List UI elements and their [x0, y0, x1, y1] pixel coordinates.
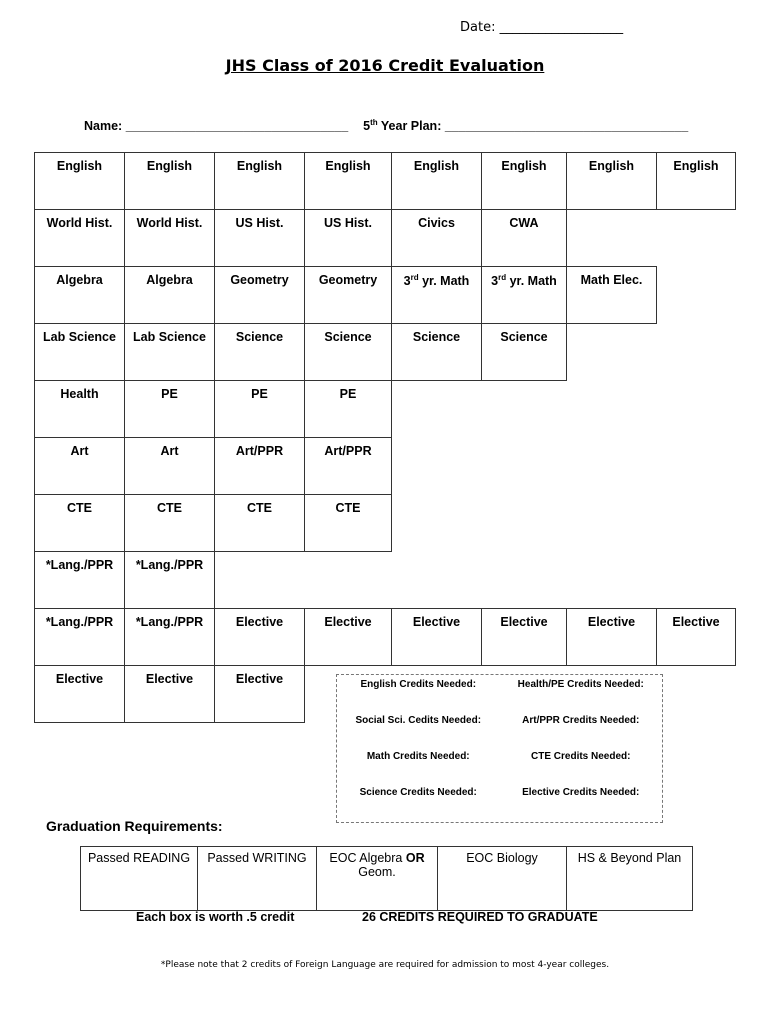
course-box[interactable]: *Lang./PPR — [124, 608, 215, 666]
course-box[interactable]: Science — [391, 323, 482, 381]
course-box[interactable]: Elective — [391, 608, 482, 666]
course-box[interactable]: PE — [124, 380, 215, 438]
course-box[interactable]: English — [304, 152, 392, 210]
total-credits-note: 26 CREDITS REQUIRED TO GRADUATE — [362, 910, 598, 924]
name-plan-row — [84, 118, 688, 133]
credits-needed-label: Social Sci. Cedits Needed: — [355, 715, 482, 726]
course-box[interactable]: World Hist. — [124, 209, 215, 267]
course-box[interactable]: Art — [124, 437, 215, 495]
course-box[interactable]: English — [34, 152, 125, 210]
course-box[interactable]: Geometry — [214, 266, 305, 324]
course-box[interactable]: Elective — [34, 665, 125, 723]
course-box[interactable]: Elective — [304, 608, 392, 666]
credits-needed-label: Health/PE Credits Needed: — [517, 679, 644, 690]
graduation-heading: Graduation Requirements: — [46, 818, 223, 834]
course-box[interactable]: Art/PPR — [304, 437, 392, 495]
course-box[interactable]: CTE — [34, 494, 125, 552]
course-box[interactable]: PE — [304, 380, 392, 438]
footnote: *Please note that 2 credits of Foreign Language are required for admission to most 4-year colleges. — [160, 960, 610, 970]
box-credit-note: Each box is worth .5 credit — [136, 910, 295, 924]
requirement-box[interactable]: EOC Biology — [437, 846, 567, 911]
course-box[interactable]: Algebra — [34, 266, 125, 324]
course-box[interactable]: US Hist. — [214, 209, 305, 267]
course-box[interactable]: English — [566, 152, 657, 210]
course-box[interactable]: Lab Science — [34, 323, 125, 381]
course-box[interactable]: US Hist. — [304, 209, 392, 267]
course-box[interactable]: *Lang./PPR — [124, 551, 215, 609]
credits-needed-label: Elective Credits Needed: — [522, 787, 640, 798]
plan-label: 5th Year Plan: — [363, 118, 442, 134]
course-box[interactable]: CWA — [481, 209, 567, 267]
course-box[interactable]: PE — [214, 380, 305, 438]
course-box[interactable]: Art — [34, 437, 125, 495]
course-box[interactable]: 3rd yr. Math — [391, 266, 482, 324]
credits-needed-label: Art/PPR Credits Needed: — [522, 715, 640, 726]
course-box[interactable]: English — [214, 152, 305, 210]
course-box[interactable]: *Lang./PPR — [34, 608, 125, 666]
course-box[interactable]: English — [124, 152, 215, 210]
course-box[interactable]: Science — [481, 323, 567, 381]
page-title: JHS Class of 2016 Credit Evaluation — [225, 56, 545, 75]
requirement-box[interactable]: HS & Beyond Plan — [566, 846, 693, 911]
name-label: Name: — [84, 119, 123, 134]
course-box[interactable]: Elective — [124, 665, 215, 723]
course-box[interactable]: CTE — [124, 494, 215, 552]
course-box[interactable]: Elective — [566, 608, 657, 666]
course-box[interactable]: Elective — [214, 665, 305, 723]
course-box[interactable]: Science — [214, 323, 305, 381]
course-box[interactable]: Health — [34, 380, 125, 438]
date-field[interactable]: Date: ___________________ — [460, 20, 624, 35]
course-box[interactable]: Geometry — [304, 266, 392, 324]
course-box[interactable]: English — [656, 152, 736, 210]
credits-needed-label: English Credits Needed: — [360, 679, 477, 690]
course-box[interactable]: Elective — [656, 608, 736, 666]
course-box[interactable]: Elective — [214, 608, 305, 666]
credits-needed-label: Science Credits Needed: — [359, 787, 477, 798]
course-box[interactable]: World Hist. — [34, 209, 125, 267]
requirement-box[interactable]: Passed WRITING — [197, 846, 317, 911]
course-box[interactable]: *Lang./PPR — [34, 551, 125, 609]
course-box[interactable]: Math Elec. — [566, 266, 657, 324]
course-box[interactable]: Science — [304, 323, 392, 381]
requirement-box[interactable]: EOC Algebra OR Geom. — [316, 846, 438, 911]
course-box[interactable]: 3rd yr. Math — [481, 266, 567, 324]
course-box[interactable]: Lab Science — [124, 323, 215, 381]
course-box[interactable]: CTE — [214, 494, 305, 552]
requirement-box[interactable]: Passed READING — [80, 846, 198, 911]
credits-needed-label: Math Credits Needed: — [366, 751, 470, 762]
course-box[interactable]: CTE — [304, 494, 392, 552]
credits-needed-label: CTE Credits Needed: — [531, 751, 631, 762]
course-box[interactable]: Civics — [391, 209, 482, 267]
credits-needed-box — [336, 674, 663, 823]
name-field[interactable]: ________________________________ — [125, 119, 349, 134]
course-box[interactable]: English — [391, 152, 482, 210]
course-box[interactable]: Algebra — [124, 266, 215, 324]
plan-field[interactable]: ___________________________________ — [444, 119, 689, 134]
course-box[interactable]: Art/PPR — [214, 437, 305, 495]
course-box[interactable]: English — [481, 152, 567, 210]
course-box[interactable]: Elective — [481, 608, 567, 666]
